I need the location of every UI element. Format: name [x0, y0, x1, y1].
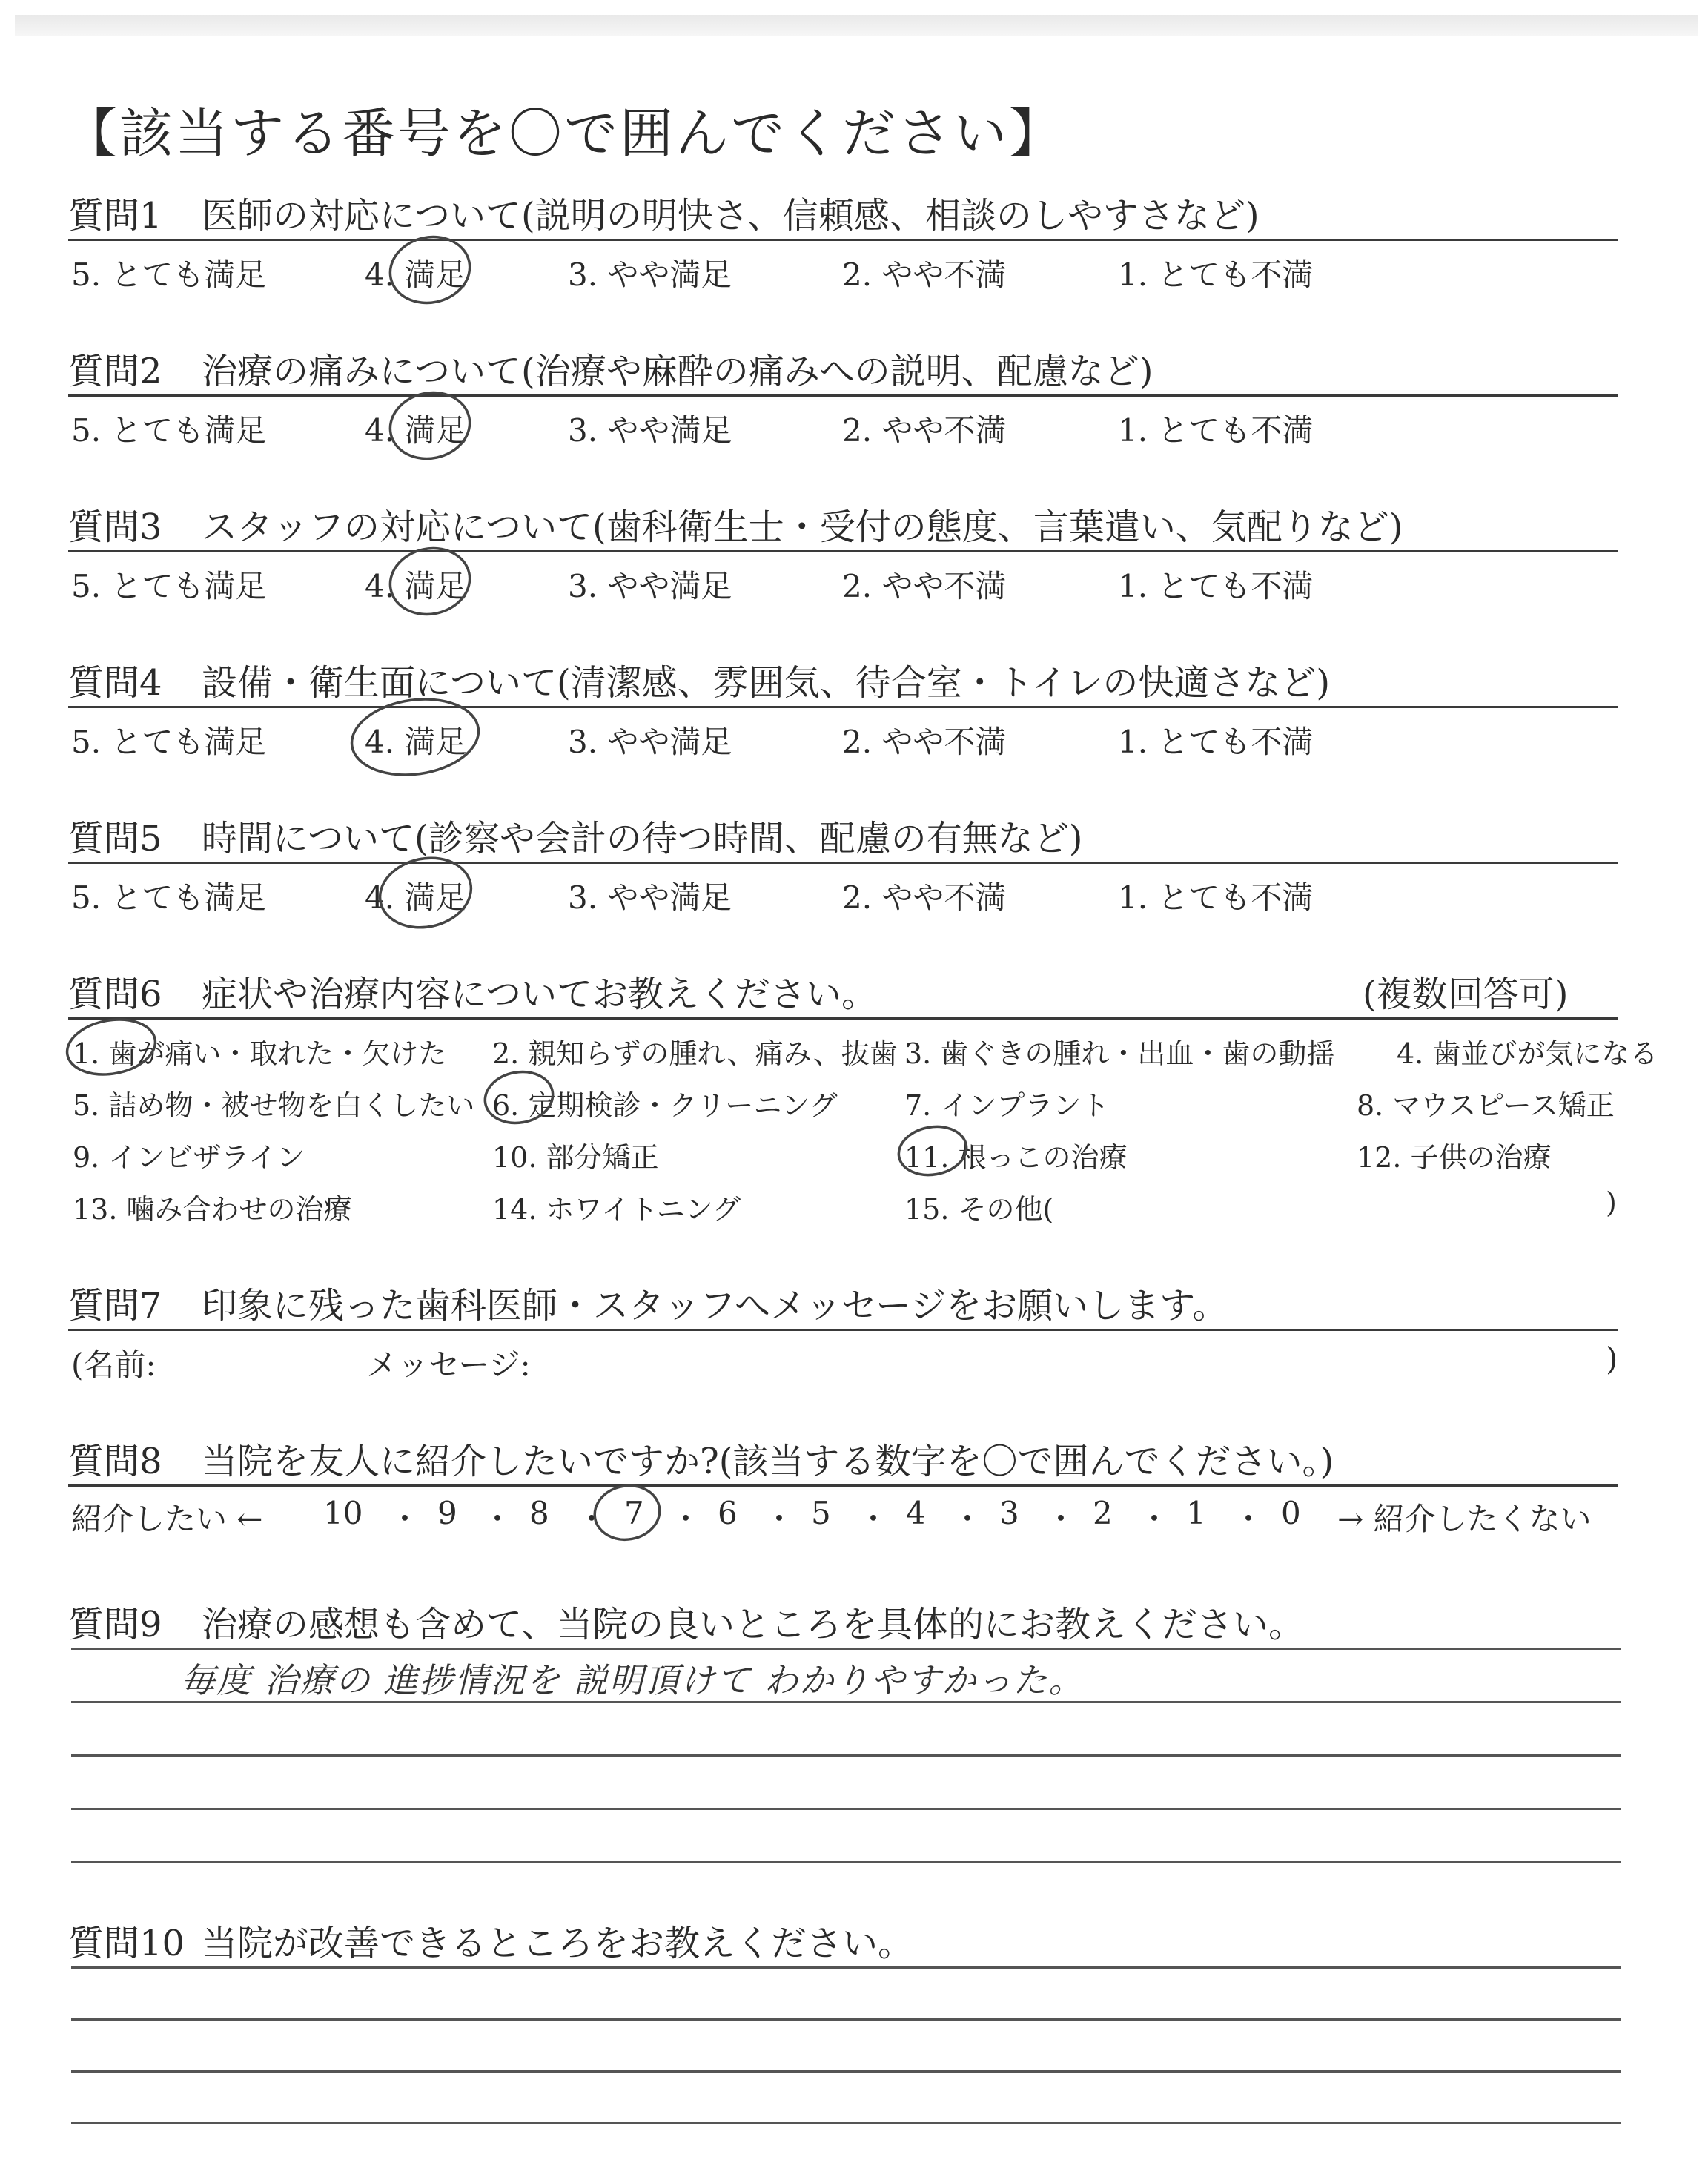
symptom-option[interactable]: 8. マウスピース矯正	[1357, 1089, 1615, 1122]
scale-value[interactable]: 8	[529, 1495, 549, 1531]
page-title: 【該当する番号を〇で囲んでください】	[64, 102, 1065, 165]
question-10	[68, 1915, 913, 1966]
divider	[68, 239, 1618, 241]
scale-separator: ・	[1233, 1501, 1265, 1537]
scale-separator: ・	[1045, 1501, 1077, 1537]
writing-line	[71, 2018, 1621, 2021]
option-3[interactable]: 3. やや満足	[568, 724, 732, 760]
divider	[68, 1484, 1618, 1487]
option-4[interactable]: 4. 満足	[365, 257, 467, 293]
question-text: 当院が改善できるところをお教えください。	[202, 1923, 914, 1964]
other-close-paren: )	[1606, 1186, 1617, 1219]
scale-separator: ・	[576, 1501, 608, 1537]
option-4[interactable]: 4. 満足	[365, 412, 467, 449]
option-4[interactable]: 4. 満足	[365, 724, 467, 760]
scale-separator: ・	[764, 1501, 795, 1537]
symptom-option[interactable]: 3. 歯ぐきの腫れ・出血・歯の動揺	[904, 1037, 1335, 1070]
scale-value[interactable]: 9	[437, 1495, 457, 1531]
divider	[68, 550, 1618, 552]
writing-line	[71, 1808, 1621, 1810]
scale-value[interactable]: 10	[323, 1495, 363, 1531]
writing-line	[71, 2070, 1621, 2073]
question-number: 質問6	[68, 974, 162, 1015]
scale-value[interactable]: 7	[624, 1495, 644, 1531]
symptom-option[interactable]: 12. 子供の治療	[1357, 1141, 1552, 1174]
option-3[interactable]: 3. やや満足	[568, 568, 732, 604]
question-3	[68, 498, 1403, 549]
option-2[interactable]: 2. やや不満	[842, 568, 1007, 604]
divider	[68, 1017, 1618, 1020]
option-4[interactable]: 4. 満足	[365, 568, 467, 604]
option-5[interactable]: 5. とても満足	[71, 257, 267, 293]
option-5[interactable]: 5. とても満足	[71, 724, 267, 760]
question-1	[68, 187, 1260, 238]
divider	[68, 706, 1618, 708]
scale-value[interactable]: 1	[1186, 1495, 1206, 1531]
question-number: 質問5	[68, 818, 162, 859]
option-5[interactable]: 5. とても満足	[71, 568, 267, 604]
option-3[interactable]: 3. やや満足	[568, 879, 732, 916]
option-1[interactable]: 1. とても不満	[1118, 879, 1314, 916]
question-text: 治療の感想も含めて、当院の良いところを具体的にお教えください。	[202, 1604, 1305, 1645]
question-text: スタッフの対応について(歯科衛生士・受付の態度、言葉遣い、気配りなど)	[202, 506, 1403, 548]
question-number: 質問9	[68, 1604, 162, 1645]
question-number: 質問10	[68, 1923, 185, 1964]
option-2[interactable]: 2. やや不満	[842, 257, 1007, 293]
scale-value[interactable]: 2	[1093, 1495, 1113, 1531]
option-2[interactable]: 2. やや不満	[842, 724, 1007, 760]
question-text: 医師の対応について(説明の明快さ、信頼感、相談のしやすさなど)	[202, 195, 1260, 237]
question-number: 質問1	[68, 195, 162, 237]
question-text: 治療の痛みについて(治療や麻酔の痛みへの説明、配慮など)	[202, 351, 1153, 392]
symptom-option[interactable]: 11. 根っこの治療	[904, 1141, 1128, 1174]
scan-top-edge	[15, 15, 1698, 36]
symptom-option[interactable]: 6. 定期検診・クリーニング	[492, 1089, 838, 1122]
handwritten-answer[interactable]: 毎度 治療の 進捗情況を 説明頂けて わかりやすかった。	[181, 1660, 1085, 1700]
message-close-paren: )	[1606, 1341, 1618, 1377]
option-1[interactable]: 1. とても不満	[1118, 724, 1314, 760]
question-number: 質問3	[68, 506, 162, 548]
option-3[interactable]: 3. やや満足	[568, 412, 732, 449]
question-4	[68, 654, 1330, 705]
question-text: 設備・衛生面について(清潔感、雰囲気、待合室・トイレの快適さなど)	[202, 662, 1331, 704]
scale-right-label: → 紹介したくない	[1337, 1501, 1592, 1537]
divider	[68, 1329, 1618, 1331]
symptom-option-other[interactable]: 15. その他(	[904, 1193, 1054, 1226]
writing-line	[71, 1701, 1621, 1703]
symptom-option[interactable]: 4. 歯並びが気になる	[1397, 1037, 1658, 1070]
scale-value[interactable]: 3	[999, 1495, 1019, 1531]
scale-value[interactable]: 6	[718, 1495, 738, 1531]
question-9	[68, 1596, 1304, 1647]
symptom-option[interactable]: 13. 噛み合わせの治療	[73, 1193, 352, 1226]
symptom-option[interactable]: 7. インプラント	[904, 1089, 1110, 1122]
writing-line	[71, 1754, 1621, 1757]
scale-value[interactable]: 5	[811, 1495, 831, 1531]
symptom-option[interactable]: 9. インビザライン	[73, 1141, 305, 1174]
scale-separator: ・	[482, 1501, 514, 1537]
scale-value[interactable]: 4	[906, 1495, 926, 1531]
symptom-option[interactable]: 10. 部分矯正	[492, 1141, 659, 1174]
symptom-option[interactable]: 14. ホワイトニング	[492, 1193, 741, 1226]
question-number: 質問4	[68, 662, 162, 704]
symptom-option[interactable]: 2. 親知らずの腫れ、痛み、抜歯	[492, 1037, 898, 1070]
scale-separator: ・	[952, 1501, 984, 1537]
question-6	[68, 965, 877, 1017]
question-5	[68, 810, 1083, 861]
question-text: 印象に残った歯科医師・スタッフへメッセージをお願いします。	[202, 1285, 1228, 1327]
question-7	[68, 1277, 1228, 1328]
writing-line	[71, 1648, 1621, 1650]
scale-separator: ・	[858, 1501, 890, 1537]
question-text: 当院を友人に紹介したいですか?(該当する数字を〇で囲んでください。)	[202, 1441, 1334, 1482]
question-text: 時間について(診察や会計の待つ時間、配慮の有無など)	[202, 818, 1083, 859]
option-3[interactable]: 3. やや満足	[568, 257, 732, 293]
option-1[interactable]: 1. とても不満	[1118, 412, 1314, 449]
message-field-label[interactable]: メッセージ:	[366, 1347, 531, 1383]
symptom-option[interactable]: 1. 歯が痛い・取れた・欠けた	[73, 1037, 447, 1070]
scale-separator: ・	[1139, 1501, 1171, 1537]
option-2[interactable]: 2. やや不満	[842, 879, 1007, 916]
question-8	[68, 1433, 1334, 1484]
option-5[interactable]: 5. とても満足	[71, 412, 267, 449]
scale-separator: ・	[389, 1501, 421, 1537]
question-2	[68, 343, 1153, 394]
scale-separator: ・	[670, 1501, 702, 1537]
multiple-answers-note: (複数回答可)	[1363, 974, 1569, 1015]
writing-line	[71, 2122, 1621, 2124]
option-5[interactable]: 5. とても満足	[71, 879, 267, 916]
writing-line	[71, 1966, 1621, 1969]
question-number: 質問8	[68, 1441, 162, 1482]
divider	[68, 862, 1618, 864]
writing-line	[71, 1861, 1621, 1863]
name-field-label[interactable]: (名前:	[71, 1347, 156, 1383]
scale-value[interactable]: 0	[1281, 1495, 1301, 1531]
question-number: 質問7	[68, 1285, 162, 1327]
option-1[interactable]: 1. とても不満	[1118, 257, 1314, 293]
symptom-option[interactable]: 5. 詰め物・被せ物を白くしたい	[73, 1089, 475, 1122]
divider	[68, 394, 1618, 397]
question-number: 質問2	[68, 351, 162, 392]
option-4[interactable]: 4. 満足	[365, 879, 467, 916]
scale-left-label: 紹介したい ←	[71, 1501, 263, 1537]
option-2[interactable]: 2. やや不満	[842, 412, 1007, 449]
option-1[interactable]: 1. とても不満	[1118, 568, 1314, 604]
question-text: 症状や治療内容についてお教えください。	[202, 974, 878, 1015]
